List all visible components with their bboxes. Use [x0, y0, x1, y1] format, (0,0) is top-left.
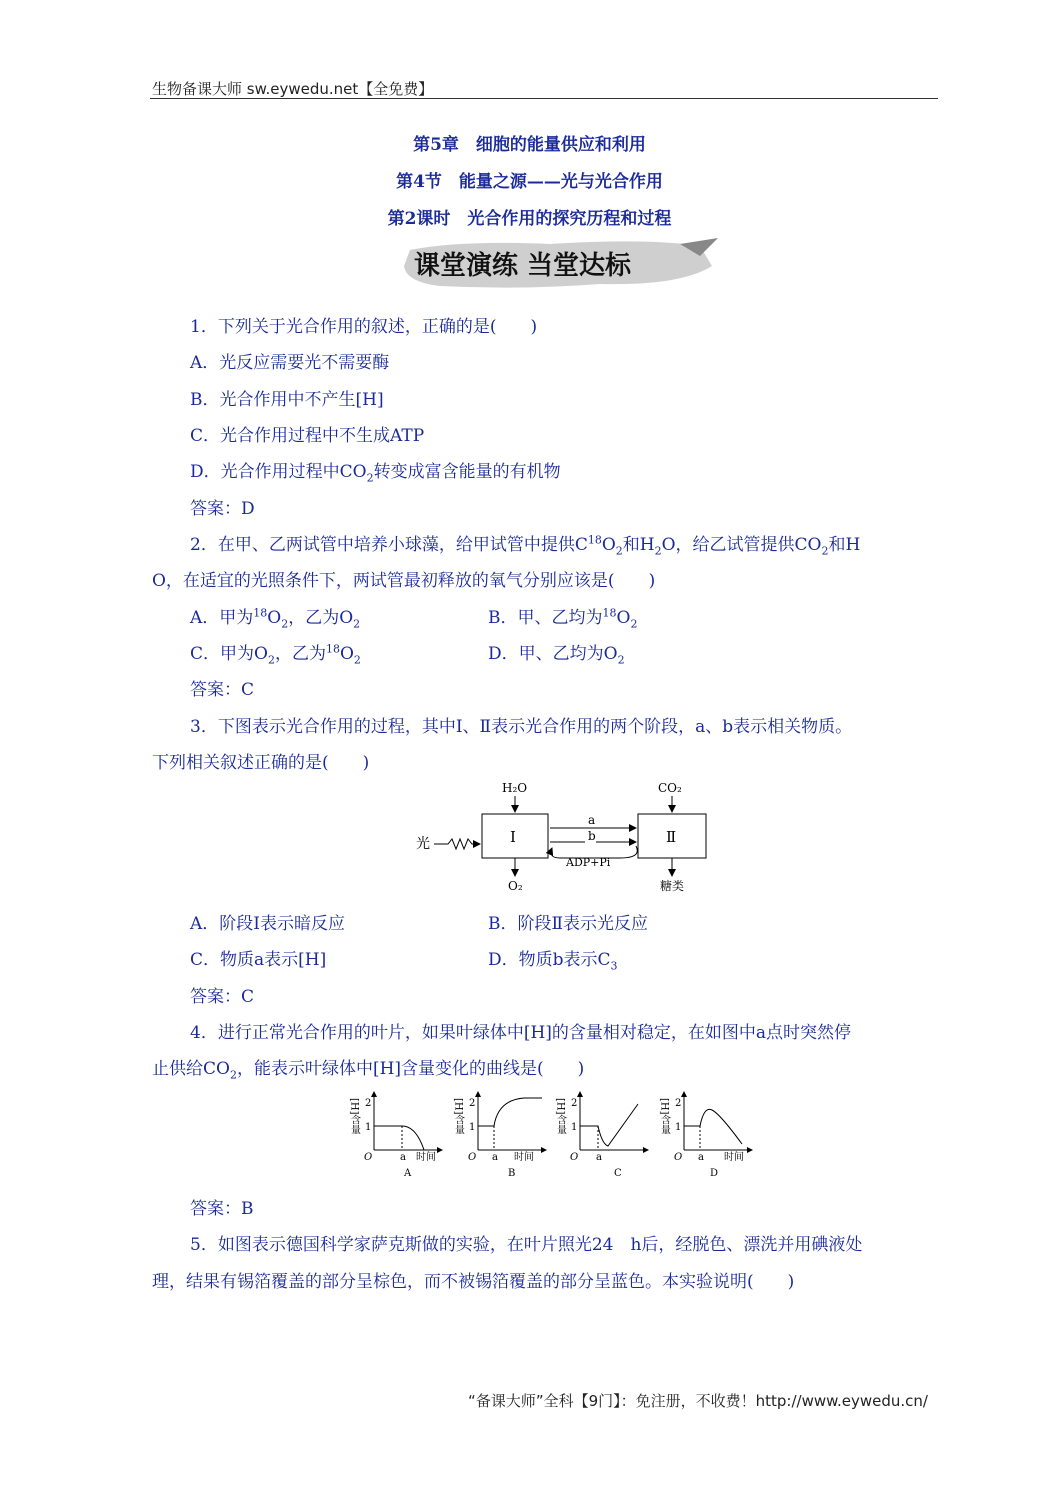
b-label: b: [588, 829, 596, 843]
a-label: a: [588, 813, 596, 827]
svg-text:[H]含量: [H]含量: [658, 1098, 670, 1135]
svg-text:2: 2: [365, 1098, 372, 1109]
page-footer: “备课大师”全科【9门】：免注册，不收费！http://www.eywedu.cn/: [468, 1392, 928, 1410]
curve-b: [478, 1098, 542, 1126]
svg-text:C: C: [614, 1168, 622, 1179]
svg-text:O: O: [364, 1152, 373, 1163]
stage-1-label: Ⅰ: [510, 828, 516, 846]
light-label: 光: [416, 836, 430, 852]
q2-option-d: D．甲、乙均为$O_2$: [488, 644, 625, 667]
q1-stem: 1．下列关于光合作用的叙述，正确的是( ): [190, 317, 538, 337]
svg-text:[H]含量: [H]含量: [452, 1098, 464, 1135]
q4-stem-line2: 止供给$CO_2$，能表示叶绿体中[H]含量变化的曲线是( ): [152, 1059, 585, 1082]
q5-stem-line2: 理，结果有锡箔覆盖的部分呈棕色，而不被锡箔覆盖的部分呈蓝色。本实验说明( ): [152, 1272, 795, 1292]
header-divider: [150, 98, 938, 99]
chapter-title: 第5章 细胞的能量供应和利用: [413, 135, 646, 155]
svg-text:O: O: [468, 1152, 477, 1163]
q3-answer: 答案：C: [190, 987, 255, 1007]
svg-text:1: 1: [469, 1122, 476, 1133]
svg-text:O: O: [674, 1152, 683, 1163]
svg-text:时间: 时间: [724, 1152, 744, 1163]
q1-option-c: C．光合作用过程中不生成ATP: [190, 426, 425, 446]
lesson-title: 第2课时 光合作用的探究历程和过程: [387, 209, 672, 229]
h2o-label: H₂O: [502, 781, 528, 795]
svg-text:时间: 时间: [416, 1152, 436, 1163]
svg-text:1: 1: [365, 1122, 372, 1133]
graph-panel-a: [349, 1092, 443, 1179]
curve-a: [374, 1126, 424, 1150]
section-title: 第4节 能量之源——光与光合作用: [396, 172, 663, 192]
curve-c: [580, 1104, 638, 1146]
q1-option-a: A．光反应需要光不需要酶: [190, 353, 390, 373]
sugar-label: 糖类: [660, 879, 685, 893]
q2-answer: 答案：C: [190, 680, 255, 700]
q4-answer: 答案：B: [190, 1199, 254, 1219]
svg-text:2: 2: [571, 1098, 578, 1109]
svg-text:[H]含量: [H]含量: [554, 1098, 566, 1135]
svg-text:a: a: [492, 1152, 498, 1163]
o2-label: O₂: [508, 879, 523, 893]
svg-text:a: a: [698, 1152, 704, 1163]
svg-text:A: A: [404, 1168, 412, 1179]
q3-stem-line2: 下列相关叙述正确的是( ): [152, 753, 370, 773]
curve-d: [684, 1109, 742, 1144]
light-arrow: [434, 839, 480, 849]
page-header: 生物备课大师 sw.eywedu.net【全免费】: [152, 80, 434, 98]
graph-panel-c: [555, 1092, 649, 1179]
graph-panel-b: [453, 1092, 547, 1179]
banner-text: 课堂演练 当堂达标: [414, 251, 632, 281]
svg-text:时间: 时间: [514, 1152, 534, 1163]
photosynthesis-diagram: [410, 776, 710, 896]
h-content-graphs: [350, 1088, 770, 1180]
q2-stem-line2: O，在适宜的光照条件下，两试管最初释放的氧气分别应该是( ): [152, 571, 656, 591]
stage-2-label: Ⅱ: [666, 828, 677, 846]
q4-stem-line1: 4．进行正常光合作用的叶片，如果叶绿体中[H]的含量相对稳定，在如图中a点时突然停: [190, 1023, 852, 1043]
svg-text:O: O: [570, 1152, 579, 1163]
q3-option-b: B．阶段Ⅱ表示光反应: [488, 914, 649, 934]
svg-text:a: a: [596, 1152, 602, 1163]
q3-option-a: A．阶段Ⅰ表示暗反应: [190, 914, 345, 934]
svg-text:a: a: [400, 1152, 406, 1163]
q3-option-d: D．物质b表示$C_3$: [488, 950, 618, 973]
q2-option-a: A．甲为$^{18}O_2$，乙为$O_2$: [190, 606, 361, 631]
q1-option-b: B．光合作用中不产生[H]: [190, 390, 384, 410]
svg-text:1: 1: [571, 1122, 578, 1133]
q5-stem-line1: 5．如图表示德国科学家萨克斯做的实验，在叶片照光24 h后，经脱色、漂洗并用碘液处: [190, 1235, 863, 1255]
q3-option-c: C．物质a表示[H]: [190, 950, 327, 970]
svg-text:2: 2: [675, 1098, 682, 1109]
q2-option-c: C．甲为$O_2$，乙为$^{18}O_2$: [190, 642, 361, 667]
q1-answer: 答案：D: [190, 499, 255, 519]
q1-option-d: D．光合作用过程中$CO_2$转变成富含能量的有机物: [190, 462, 561, 485]
section-banner: [400, 236, 720, 292]
q3-stem-line1: 3．下图表示光合作用的过程，其中Ⅰ、Ⅱ表示光合作用的两个阶段，a、b表示相关物质。: [190, 717, 853, 737]
graph-panel-d: [659, 1092, 753, 1179]
svg-text:2: 2: [469, 1098, 476, 1109]
svg-text:1: 1: [675, 1122, 682, 1133]
ylabel: [H]含量: [348, 1098, 360, 1135]
co2-label: CO₂: [658, 781, 682, 795]
adp-label: ADP+Pi: [566, 856, 611, 869]
svg-text:B: B: [508, 1168, 516, 1179]
q2-stem-line1: 2．在甲、乙两试管中培养小球藻，给甲试管中提供$C^{18}O_2$和$H_2O$，给乙试管提供$CO_2$和H: [190, 533, 861, 558]
q2-option-b: B．甲、乙均为$^{18}O_2$: [488, 606, 638, 631]
svg-text:D: D: [710, 1168, 719, 1179]
